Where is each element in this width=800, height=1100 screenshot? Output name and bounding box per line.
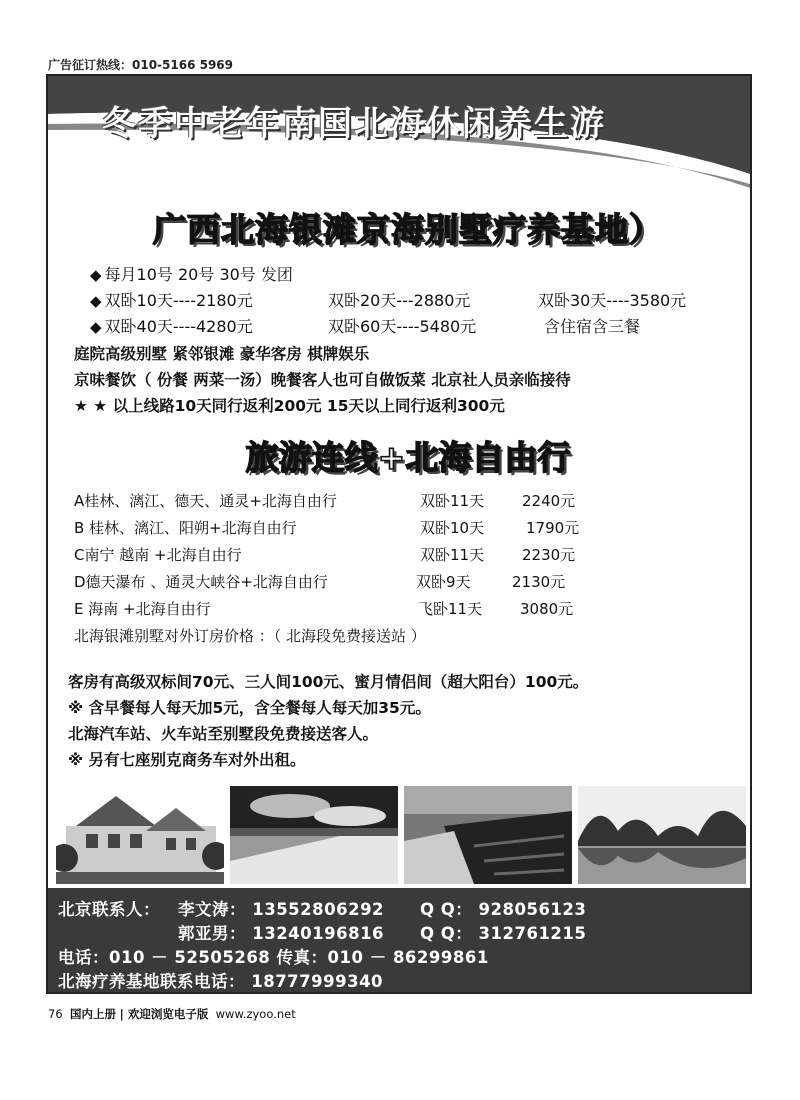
route-c-price: 2230元 xyxy=(522,546,576,564)
beach-photo xyxy=(230,786,398,884)
car-rental-note: ※ 另有七座别克商务车对外出租。 xyxy=(68,751,306,769)
route-a-price: 2240元 xyxy=(522,492,576,510)
diamond-icon: ◆ xyxy=(90,318,102,336)
price-40-days: 双卧40天----4280元 xyxy=(104,317,253,336)
diamond-icon: ◆ xyxy=(90,266,102,284)
villa-photo xyxy=(56,786,224,884)
footer-slogan: 欢迎浏览电子版 xyxy=(127,1007,209,1021)
route-c-berth: 双卧11天 xyxy=(420,546,485,564)
route-d-name: D德天瀑布 、通灵大峡谷+北海自由行 xyxy=(74,573,328,591)
tour-title: 旅游连线+北海自由行 xyxy=(245,438,571,477)
route-a-berth: 双卧11天 xyxy=(420,492,485,510)
departure-dates: 每月10号 20号 30号 发团 xyxy=(104,265,293,284)
beijing-contact-label: 北京联系人： xyxy=(58,900,160,919)
phone-fax: 电话：010 － 52505268 传真：010 － 86299861 xyxy=(58,948,489,967)
base-title: 广西北海银滩京海别墅疗养基地） xyxy=(153,210,663,249)
room-prices: 客房有高级双标间70元、三人间100元、蜜月情侣间（超大阳台）100元。 xyxy=(68,673,589,691)
rocky-coast-photo xyxy=(404,786,572,884)
price-10-days: 双卧10天----2180元 xyxy=(104,291,253,310)
contact-person-2: 郭亚男： 13240196816 xyxy=(178,924,385,943)
page-number: 76 xyxy=(48,1007,63,1021)
ad-hotline: 广告征订热线：010-5166 5969 xyxy=(48,58,234,72)
base-phone: 北海疗养基地联系电话： 18777999340 xyxy=(58,972,384,991)
route-e-name: E 海南 +北海自由行 xyxy=(74,600,211,618)
footer-url[interactable]: www.zyoo.net xyxy=(215,1007,296,1021)
price-60-days: 双卧60天----5480元 xyxy=(328,317,477,336)
contact-qq-2: Q Q： 312761215 xyxy=(420,924,587,943)
route-b-name: B 桂林、漓江、阳朔+北海自由行 xyxy=(74,519,297,537)
section-name: 国内上册 xyxy=(69,1007,116,1021)
route-a-name: A桂林、漓江、德天、通灵+北海自由行 xyxy=(74,492,337,510)
rebate-line: ★ ★ 以上线路10天同行返利200元 15天以上同行返利300元 xyxy=(74,397,505,415)
meal-note: 含住宿含三餐 xyxy=(544,317,641,336)
banner-title: 冬季中老年南国北海休闲养生游 xyxy=(102,104,606,144)
route-e-berth: 飞卧11天 xyxy=(418,600,483,618)
diamond-icon: ◆ xyxy=(90,292,102,310)
booking-note: 北海银滩别墅对外订房价格 ：（ 北海段免费接送站 ） xyxy=(74,627,426,645)
route-b-berth: 双卧10天 xyxy=(420,519,485,537)
contact-panel xyxy=(48,888,750,994)
bullet-row-3 xyxy=(90,314,253,337)
shuttle-note: 北海汽车站、火车站至别墅段免费接送客人。 xyxy=(68,725,379,743)
route-c-name: C南宁 越南 +北海自由行 xyxy=(74,546,242,564)
route-e-price: 3080元 xyxy=(520,600,574,618)
ad-frame xyxy=(46,74,752,994)
contact-person-1: 李文涛： 13552806292 xyxy=(178,900,385,919)
features-line: 庭院高级别墅 紧邻银滩 豪华客房 棋牌娱乐 xyxy=(74,345,370,363)
contact-qq-1: Q Q： 928056123 xyxy=(420,900,587,919)
route-d-price: 2130元 xyxy=(512,573,566,591)
price-30-days: 双卧30天----3580元 xyxy=(538,291,687,310)
route-b-price: 1790元 xyxy=(526,519,580,537)
food-line: 京味餐饮（ 份餐 两菜一汤）晚餐客人也可自做饭菜 北京社人员亲临接待 xyxy=(74,371,571,389)
bullet-row-2 xyxy=(90,288,253,311)
price-20-days: 双卧20天---2880元 xyxy=(328,291,471,310)
photo-strip xyxy=(56,786,746,884)
karst-lake-photo xyxy=(578,786,746,884)
meal-prices: ※ 含早餐每人每天加5元，含全餐每人每天加35元。 xyxy=(68,699,431,717)
page-footer: 76 国内上册 | 欢迎浏览电子版 www.zyoo.net xyxy=(48,1007,296,1021)
bullet-row-1 xyxy=(90,262,293,285)
route-d-berth: 双卧9天 xyxy=(416,573,471,591)
